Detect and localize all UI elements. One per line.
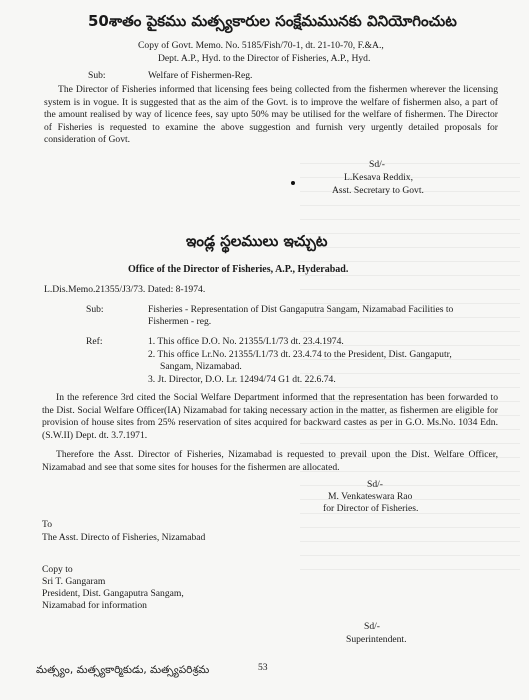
body-paragraph-2: Therefore the Asst. Director of Fisheries, Nizamabad is requested to prevail upon the Dist. Welfare Officer, Nizamabad and see that some sites for houses for the fishermen are allocated. bbox=[42, 449, 498, 473]
copy-to-label: Copy to bbox=[42, 564, 73, 575]
reference-2-line-a: 2. This office Lr.No. 21355/I.1/73 dt. 23.4.74 to the President, Dist. Gangaputr, bbox=[148, 349, 452, 360]
telugu-heading-house-sites: ఇండ్ల స్థలములు ఇచ్చుట bbox=[186, 232, 328, 250]
copy-recipient-purpose: Nizamabad for information bbox=[42, 600, 147, 611]
to-recipient: The Asst. Directo of Fisheries, Nizamabad bbox=[42, 532, 206, 543]
memo-body-paragraph: The Director of Fisheries informed that licensing fees being collected from the fishermen wherever the licensing system is in vogue. It is suggested that as the aim of the Govt. is to improve the welfare of fishermen also, a part of the amount realised by way of licence fees, say upto 50% may be utilised for the welfare of fishermen. The Director of Fisheries is requested to examine the above suggestion and furnish very urgently detailed proposals for consideration of Govt. bbox=[44, 84, 498, 146]
memo-reference-line-2: Dept. A.P., Hyd. to the Director of Fisheries, A.P., Hyd. bbox=[158, 53, 371, 64]
ink-dot bbox=[291, 181, 295, 185]
copy-recipient-title: President, Dist. Gangaputra Sangam, bbox=[42, 588, 184, 599]
subject-label: Sub: bbox=[88, 70, 106, 81]
signatory-name: L.Kesava Reddix, bbox=[344, 172, 414, 183]
subject-text: Welfare of Fishermen-Reg. bbox=[148, 70, 253, 81]
memo-reference-line-1: Copy of Govt. Memo. No. 5185/Fish/70-1, dt. 21-10-70, F.&A., bbox=[138, 40, 384, 51]
footer-title: మత్స్యం, మత్స్యకార్మికుడు, మత్స్యపరిశ్రమ bbox=[36, 664, 210, 676]
reference-2-line-b: Sangam, Nizamabad. bbox=[160, 361, 242, 372]
for-director-line: for Director of Fisheries. bbox=[323, 503, 419, 514]
subject-label-2: Sub: bbox=[86, 304, 104, 315]
body-paragraph-1: In the reference 3rd cited the Social Welfare Department informed that the representation has been forwarded to the Dist. Social Welfare Officer(IA) Nizamabad for taking necessary action in the matter, as fishermen are eligible for provision of house sites from 25% reservation of sites acquired for backward castes as per in G.O. Ms.No. 1034 Edn.(S.W.II) Dept. dt. 3.7.1971. bbox=[42, 392, 498, 441]
reference-label: Ref: bbox=[86, 336, 103, 347]
subject-line-1: Fisheries - Representation of Dist Gangaputra Sangam, Nizamabad Facilities to bbox=[148, 304, 454, 315]
signature-mark-3: Sd/- bbox=[364, 621, 380, 632]
signatory-name-2: M. Venkateswara Rao bbox=[328, 491, 413, 502]
superintendent-line: Superintendent. bbox=[346, 634, 407, 645]
office-heading: Office of the Director of Fisheries, A.P., Hyderabad. bbox=[128, 264, 349, 275]
telugu-heading-welfare: 50శాతం పైకము మత్స్యకారుల సంక్షేమమునకు వినియోగించుట bbox=[88, 12, 457, 30]
copy-recipient-name: Sri T. Gangaram bbox=[42, 576, 106, 587]
memo-number-date: L.Dis.Memo.21355/J3/73. Dated: 8-1974. bbox=[44, 284, 206, 295]
to-label: To bbox=[42, 519, 52, 530]
subject-line-2: Fishermen - reg. bbox=[148, 316, 212, 327]
signature-mark-2: Sd/- bbox=[367, 479, 383, 490]
reference-3: 3. Jt. Director, D.O. Lr. 12494/74 G1 dt. 22.6.74. bbox=[148, 374, 336, 385]
signature-mark: Sd/- bbox=[369, 159, 385, 170]
signatory-designation: Asst. Secretary to Govt. bbox=[332, 185, 424, 196]
reference-1: 1. This office D.O. No. 21355/I.1/73 dt. 23.4.1974. bbox=[148, 336, 344, 347]
page-number: 53 bbox=[258, 662, 268, 673]
